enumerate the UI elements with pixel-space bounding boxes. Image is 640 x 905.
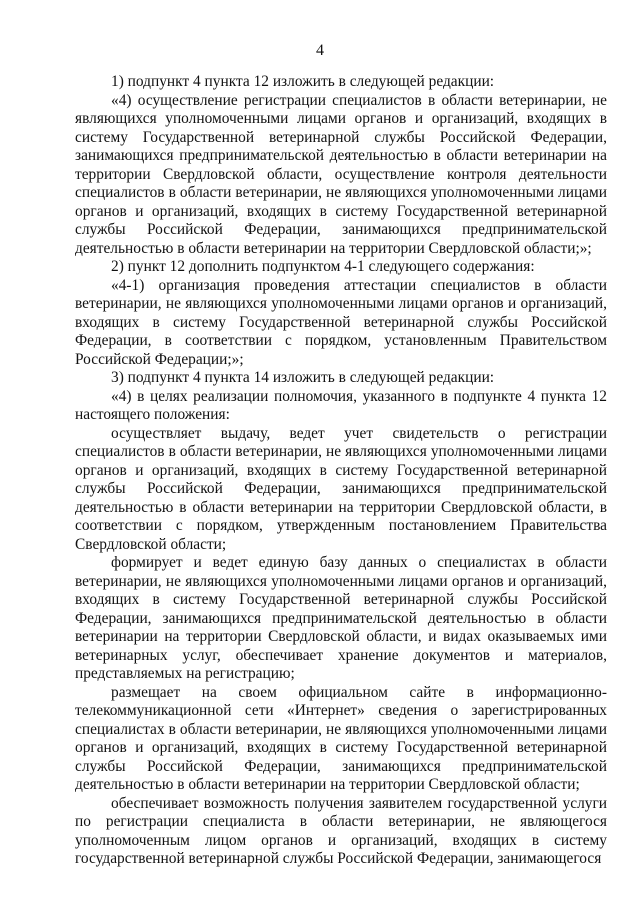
- page-number: 4: [316, 42, 324, 59]
- paragraph-database: формирует и ведет единую базу данных о специалистах в области ветеринарии, не являющихся уполномоченными лицами органов и организаций, входящих в систему Государственной ветеринарной службы Российской Федерации, занимающихся предпринимательской деятельностью в области ветеринарии на территории Свердловской области, и видах оказываемых ими ветеринарных услуг, обеспечивает хранение документов и материалов, представляемых на регистрацию;: [75, 554, 607, 682]
- paragraph-publication: размещает на своем официальном сайте в информационно-телекоммуникационной сети «Интернет» сведения о зарегистрированных специалистах в области ветеринарии, не являющихся уполномоченными лицами органов и организаций, входящих в систему Государственной ветеринарной службы Российской Федерации, занимающихся предпринимательской деятельностью в области ветеринарии на территории Свердловской области;: [75, 683, 607, 793]
- paragraph-item-1-heading: 1) подпункт 4 пункта 12 изложить в следующей редакции:: [111, 73, 495, 90]
- paragraph-item-3-intro: «4) в целях реализации полномочия, указанного в подпункте 4 пункта 12 настоящего положения:: [75, 387, 607, 423]
- paragraph-service-access: обеспечивает возможность получения заявителем государственной услуги по регистрации специалиста в области ветеринарии, не являющегося уполномоченным лицом органов и организаций, входящих в систему государственной ветеринарной службы Российской Федерации, занимающегося: [75, 794, 607, 867]
- paragraph-item-2-text: «4-1) организация проведения аттестации специалистов в области ветеринарии, не являющихся уполномоченными лицами органов и организаций, входящих в систему Государственной ветеринарной службы Российской Федерации, в соответствии с порядком, установленным Правительством Российской Федерации;»;: [75, 276, 607, 368]
- paragraph-item-3-heading: 3) подпункт 4 пункта 14 изложить в следующей редакции:: [111, 369, 495, 386]
- paragraph-item-2-heading: 2) пункт 12 дополнить подпунктом 4-1 следующего содержания:: [111, 258, 535, 275]
- paragraph-item-1-text: «4) осуществление регистрации специалистов в области ветеринарии, не являющихся уполномоченными лицами органов и организаций, входящих в систему Государственной ветеринарной службы Российской Федерации, занимающихся предпринимательской деятельностью в области ветеринарии на территории Свердловской области, осуществление контроля деятельности специалистов в области ветеринарии, не являющихся уполномоченными лицами органов и организаций, входящих в систему Государственной ветеринарной службы Российской Федерации, занимающихся предпринимательской деятельностью в области ветеринарии на территории Свердловской области;»;: [75, 91, 607, 257]
- paragraph-issuance: осуществляет выдачу, ведет учет свидетельств о регистрации специалистов в области ветеринарии, не являющихся уполномоченными лицами органов и организаций, входящих в систему Государственной ветеринарной службы Российской Федерации, занимающихся предпринимательской деятельностью в области ветеринарии на территории Свердловской области, в соответствии с порядком, утвержденным постановлением Правительства Свердловской области;: [75, 424, 607, 553]
- document-body: [75, 73, 607, 869]
